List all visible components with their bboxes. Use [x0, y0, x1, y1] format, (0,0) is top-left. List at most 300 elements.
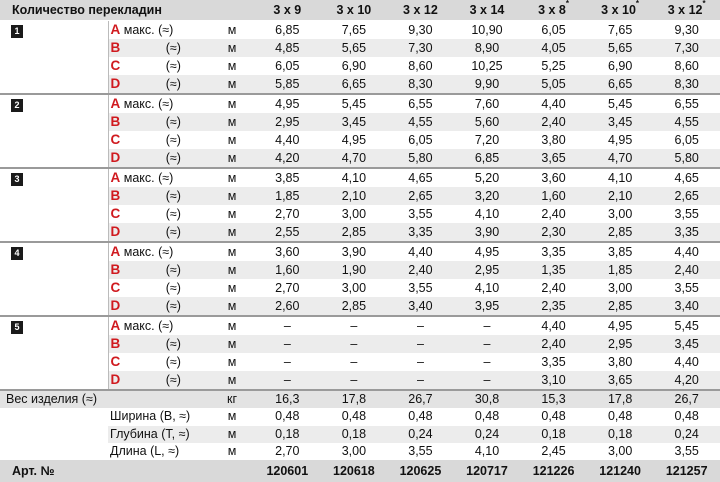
unit: м	[210, 57, 254, 75]
group-badge: 2	[11, 99, 23, 112]
unit: м	[210, 205, 254, 223]
row-label	[108, 57, 210, 75]
unit: м	[210, 242, 254, 261]
value-cell: 3,55	[653, 205, 720, 223]
value-cell: 0,48	[520, 408, 587, 425]
value-cell: 3,60	[254, 242, 321, 261]
value-cell: 3,40	[387, 297, 454, 316]
value-cell: 0,18	[587, 426, 654, 443]
value-cell: 6,05	[387, 131, 454, 149]
value-cell: 8,60	[653, 57, 720, 75]
value-cell: 4,10	[454, 205, 521, 223]
value-cell: 4,70	[321, 149, 388, 168]
value-cell: 1,85	[254, 187, 321, 205]
table-row	[0, 187, 720, 205]
row-label	[108, 131, 210, 149]
row-letter: B	[110, 336, 121, 351]
value-cell: 4,40	[520, 94, 587, 113]
value-cell: 6,90	[587, 57, 654, 75]
row-suffix: (≈)	[165, 189, 181, 203]
article-number: 120625	[387, 460, 454, 482]
value-cell: 3,00	[321, 279, 388, 297]
row-letter: C	[110, 354, 121, 369]
row-suffix: (≈)	[165, 115, 181, 129]
group-number	[6, 316, 28, 390]
value-cell: –	[321, 353, 388, 371]
value-cell: 2,95	[454, 261, 521, 279]
value-cell: 4,40	[520, 316, 587, 335]
value-cell: 7,65	[587, 21, 654, 40]
value-cell: –	[254, 316, 321, 335]
value-cell: 4,95	[254, 94, 321, 113]
unit: м	[210, 371, 254, 390]
row-letter: C	[110, 206, 121, 221]
value-cell: 26,7	[387, 390, 454, 408]
value-cell: 3,45	[587, 113, 654, 131]
value-cell: 6,05	[254, 57, 321, 75]
value-cell: 0,18	[254, 426, 321, 443]
value-cell: –	[387, 335, 454, 353]
row-label	[108, 205, 210, 223]
row-suffix: (≈)	[165, 373, 181, 387]
ladder-diagram	[28, 21, 108, 95]
value-cell: 6,05	[653, 131, 720, 149]
row-label	[108, 297, 210, 316]
value-cell: 5,65	[587, 39, 654, 57]
value-cell: 6,85	[254, 21, 321, 40]
group-number	[6, 21, 28, 95]
table-row	[0, 335, 720, 353]
value-cell: 3,00	[587, 443, 654, 460]
row-suffix: макс. (≈)	[123, 97, 174, 111]
article-number: 121240	[587, 460, 654, 482]
value-cell: 1,90	[321, 261, 388, 279]
row-suffix: (≈)	[165, 59, 181, 73]
value-cell: 0,48	[653, 408, 720, 425]
ladder-diagram	[28, 168, 108, 242]
value-cell: 2,40	[387, 261, 454, 279]
value-cell: –	[321, 316, 388, 335]
row-letter: D	[110, 298, 121, 313]
group-number	[6, 94, 28, 168]
value-cell: 0,48	[387, 408, 454, 425]
value-cell: –	[254, 335, 321, 353]
value-cell: 8,30	[387, 75, 454, 94]
value-cell: 4,40	[254, 131, 321, 149]
row-suffix: (≈)	[165, 337, 181, 351]
value-cell: 0,18	[321, 426, 388, 443]
value-cell: 2,85	[321, 297, 388, 316]
value-cell: 2,35	[520, 297, 587, 316]
group-badge: 4	[11, 247, 23, 260]
table-row	[0, 149, 720, 168]
row-suffix: (≈)	[165, 355, 181, 369]
value-cell: –	[387, 371, 454, 390]
value-cell: 5,20	[454, 168, 521, 187]
value-cell: 2,70	[254, 443, 321, 460]
row-letter: A	[110, 170, 121, 185]
value-cell: –	[387, 353, 454, 371]
value-cell: 4,40	[653, 353, 720, 371]
value-cell: 7,30	[653, 39, 720, 57]
table-row	[0, 353, 720, 371]
value-cell: 5,60	[454, 113, 521, 131]
article-number: 121257	[653, 460, 720, 482]
value-cell: 6,65	[587, 75, 654, 94]
row-label	[108, 242, 210, 261]
unit: м	[210, 297, 254, 316]
value-cell: 3,40	[653, 297, 720, 316]
value-cell: 5,45	[587, 94, 654, 113]
row-letter: C	[110, 280, 121, 295]
row-label	[108, 168, 210, 187]
col-header: 3 x 12	[387, 0, 454, 21]
value-cell: 4,85	[254, 39, 321, 57]
value-cell: 3,45	[321, 113, 388, 131]
row-suffix: (≈)	[165, 225, 181, 239]
row-suffix: (≈)	[165, 133, 181, 147]
value-cell: 4,10	[454, 443, 521, 460]
unit: м	[210, 335, 254, 353]
value-cell: 2,55	[254, 223, 321, 242]
value-cell: 3,35	[387, 223, 454, 242]
value-cell: 3,00	[321, 205, 388, 223]
value-cell: –	[254, 371, 321, 390]
value-cell: 4,40	[653, 242, 720, 261]
value-cell: 8,60	[387, 57, 454, 75]
value-cell: 2,65	[653, 187, 720, 205]
value-cell: 5,80	[653, 149, 720, 168]
value-cell: 2,30	[520, 223, 587, 242]
value-cell: 7,20	[454, 131, 521, 149]
value-cell: 17,8	[587, 390, 654, 408]
value-cell: 3,80	[520, 131, 587, 149]
row-suffix: (≈)	[165, 299, 181, 313]
ladder-diagram	[28, 94, 108, 168]
value-cell: 1,35	[520, 261, 587, 279]
value-cell: 3,00	[321, 443, 388, 460]
col-header: 3 x 10*	[587, 0, 654, 21]
table-row	[0, 75, 720, 94]
value-cell: 3,45	[653, 335, 720, 353]
group-number	[6, 242, 28, 316]
value-cell: 0,24	[454, 426, 521, 443]
value-cell: 10,25	[454, 57, 521, 75]
table-row	[0, 39, 720, 57]
unit: м	[210, 316, 254, 335]
value-cell: 2,85	[321, 223, 388, 242]
value-cell: 16,3	[254, 390, 321, 408]
value-cell: 2,70	[254, 205, 321, 223]
value-cell: 2,40	[520, 335, 587, 353]
row-label	[108, 261, 210, 279]
row-label	[108, 223, 210, 242]
table-row	[0, 113, 720, 131]
row-letter: D	[110, 224, 121, 239]
value-cell: 4,10	[321, 168, 388, 187]
row-letter: D	[110, 150, 121, 165]
row-letter: B	[110, 40, 121, 55]
unit: кг	[210, 390, 254, 408]
row-letter: A	[110, 244, 121, 259]
value-cell: 9,30	[653, 21, 720, 40]
value-cell: 7,65	[321, 21, 388, 40]
value-cell: 15,3	[520, 390, 587, 408]
value-cell: 2,85	[587, 297, 654, 316]
row-label	[108, 75, 210, 94]
value-cell: 0,48	[587, 408, 654, 425]
table-row	[0, 242, 720, 261]
value-cell: 5,80	[387, 149, 454, 168]
value-cell: 26,7	[653, 390, 720, 408]
value-cell: 7,60	[454, 94, 521, 113]
table-row	[0, 371, 720, 390]
unit: м	[210, 261, 254, 279]
header-row	[0, 0, 720, 21]
table-row	[0, 131, 720, 149]
value-cell: 4,10	[587, 168, 654, 187]
col-header: 3 x 8*	[520, 0, 587, 21]
value-cell: 3,55	[653, 443, 720, 460]
row-label	[108, 187, 210, 205]
table-row	[0, 205, 720, 223]
col-header: 3 x 14	[454, 0, 521, 21]
value-cell: 3,55	[387, 443, 454, 460]
value-cell: 5,65	[321, 39, 388, 57]
row-label	[108, 371, 210, 390]
row-suffix: (≈)	[165, 151, 181, 165]
row-label	[108, 316, 210, 335]
value-cell: 0,48	[454, 408, 521, 425]
col-header: 3 x 10	[321, 0, 388, 21]
unit: м	[210, 279, 254, 297]
table-row	[0, 297, 720, 316]
value-cell: –	[454, 353, 521, 371]
value-cell: 5,25	[520, 57, 587, 75]
value-cell: 3,80	[587, 353, 654, 371]
value-cell: 2,85	[587, 223, 654, 242]
row-suffix: (≈)	[165, 263, 181, 277]
row-letter: A	[110, 96, 121, 111]
row-suffix: (≈)	[165, 41, 181, 55]
row-letter: A	[110, 22, 121, 37]
value-cell: 4,20	[653, 371, 720, 390]
dimension-row	[0, 426, 720, 443]
row-letter: C	[110, 58, 121, 73]
table-row	[0, 168, 720, 187]
value-cell: –	[321, 371, 388, 390]
unit: м	[210, 149, 254, 168]
row-label	[108, 353, 210, 371]
value-cell: 4,20	[254, 149, 321, 168]
value-cell: 0,48	[321, 408, 388, 425]
value-cell: 1,60	[520, 187, 587, 205]
unit: м	[210, 75, 254, 94]
value-cell: 1,85	[587, 261, 654, 279]
row-suffix: (≈)	[165, 77, 181, 91]
row-suffix: (≈)	[165, 207, 181, 221]
article-number: 121226	[520, 460, 587, 482]
unit: м	[210, 39, 254, 57]
unit: м	[210, 353, 254, 371]
unit: м	[210, 223, 254, 242]
row-label	[108, 149, 210, 168]
value-cell: 6,05	[520, 21, 587, 40]
value-cell: 3,35	[520, 353, 587, 371]
table-row	[0, 57, 720, 75]
weight-row	[0, 390, 720, 408]
row-suffix: макс. (≈)	[123, 319, 174, 333]
row-label	[108, 94, 210, 113]
dimension-label: Глубина (T, ≈)	[108, 426, 210, 443]
group-badge: 1	[11, 25, 23, 38]
dimension-row	[0, 408, 720, 425]
article-number: 120717	[454, 460, 521, 482]
value-cell: 3,55	[387, 279, 454, 297]
value-cell: 4,70	[587, 149, 654, 168]
value-cell: 2,40	[653, 261, 720, 279]
value-cell: 6,90	[321, 57, 388, 75]
value-cell: 6,55	[653, 94, 720, 113]
row-label	[108, 113, 210, 131]
article-label: Арт. №	[0, 460, 254, 482]
value-cell: 3,85	[587, 242, 654, 261]
value-cell: 4,65	[387, 168, 454, 187]
header-title: Количество перекладин	[0, 0, 254, 21]
unit: м	[210, 21, 254, 40]
value-cell: 3,35	[653, 223, 720, 242]
unit: м	[210, 426, 254, 443]
weight-label: Вес изделия (≈)	[0, 390, 210, 408]
value-cell: 9,90	[454, 75, 521, 94]
unit: м	[210, 168, 254, 187]
unit: м	[210, 443, 254, 460]
value-cell: 5,45	[653, 316, 720, 335]
group-badge: 5	[11, 321, 23, 334]
value-cell: 4,95	[587, 316, 654, 335]
dimension-label: Ширина (B, ≈)	[108, 408, 210, 425]
value-cell: 8,90	[454, 39, 521, 57]
value-cell: 4,55	[387, 113, 454, 131]
value-cell: 2,95	[254, 113, 321, 131]
value-cell: 2,70	[254, 279, 321, 297]
value-cell: –	[454, 371, 521, 390]
value-cell: 0,48	[254, 408, 321, 425]
row-letter: A	[110, 318, 121, 333]
table-row	[0, 279, 720, 297]
value-cell: 2,40	[520, 279, 587, 297]
value-cell: 5,85	[254, 75, 321, 94]
ladder-diagram	[28, 316, 108, 390]
row-letter: B	[110, 188, 121, 203]
value-cell: 4,95	[321, 131, 388, 149]
value-cell: –	[454, 335, 521, 353]
value-cell: 0,24	[653, 426, 720, 443]
row-label	[108, 21, 210, 40]
value-cell: 2,10	[321, 187, 388, 205]
value-cell: 2,65	[387, 187, 454, 205]
col-header: 3 x 12*	[653, 0, 720, 21]
value-cell: 3,00	[587, 205, 654, 223]
value-cell: 3,95	[454, 297, 521, 316]
value-cell: 10,90	[454, 21, 521, 40]
value-cell: 3,90	[454, 223, 521, 242]
row-suffix: макс. (≈)	[123, 245, 174, 259]
table-row	[0, 21, 720, 40]
row-letter: C	[110, 132, 121, 147]
table-row	[0, 94, 720, 113]
dimension-row	[0, 443, 720, 460]
value-cell: 6,55	[387, 94, 454, 113]
box-diagram	[0, 408, 108, 460]
row-letter: B	[110, 114, 121, 129]
value-cell: 4,65	[653, 168, 720, 187]
unit: м	[210, 408, 254, 425]
unit: м	[210, 113, 254, 131]
row-suffix: (≈)	[165, 281, 181, 295]
value-cell: 3,85	[254, 168, 321, 187]
article-number: 120618	[321, 460, 388, 482]
value-cell: 8,30	[653, 75, 720, 94]
value-cell: 3,55	[653, 279, 720, 297]
value-cell: 2,40	[520, 205, 587, 223]
row-letter: D	[110, 76, 121, 91]
value-cell: 0,24	[387, 426, 454, 443]
table-row	[0, 316, 720, 335]
unit: м	[210, 131, 254, 149]
article-row	[0, 460, 720, 482]
value-cell: 4,95	[587, 131, 654, 149]
row-label	[108, 335, 210, 353]
value-cell: 3,55	[387, 205, 454, 223]
value-cell: 3,20	[454, 187, 521, 205]
value-cell: –	[321, 335, 388, 353]
value-cell: 4,40	[387, 242, 454, 261]
article-number: 120601	[254, 460, 321, 482]
value-cell: 2,45	[520, 443, 587, 460]
value-cell: 3,65	[520, 149, 587, 168]
row-suffix: макс. (≈)	[123, 23, 174, 37]
row-letter: B	[110, 262, 121, 277]
value-cell: 5,45	[321, 94, 388, 113]
value-cell: –	[454, 316, 521, 335]
value-cell: –	[387, 316, 454, 335]
value-cell: 3,60	[520, 168, 587, 187]
group-badge: 3	[11, 173, 23, 186]
value-cell: 4,95	[454, 242, 521, 261]
value-cell: 2,10	[587, 187, 654, 205]
value-cell: 3,10	[520, 371, 587, 390]
value-cell: 17,8	[321, 390, 388, 408]
value-cell: 2,40	[520, 113, 587, 131]
value-cell: 9,30	[387, 21, 454, 40]
col-header: 3 x 9	[254, 0, 321, 21]
value-cell: 5,05	[520, 75, 587, 94]
row-label	[108, 39, 210, 57]
dimension-label: Длина (L, ≈)	[108, 443, 210, 460]
value-cell: 2,95	[587, 335, 654, 353]
value-cell: 7,30	[387, 39, 454, 57]
value-cell: 6,85	[454, 149, 521, 168]
value-cell: 4,10	[454, 279, 521, 297]
value-cell: 3,35	[520, 242, 587, 261]
group-number	[6, 168, 28, 242]
value-cell: 3,65	[587, 371, 654, 390]
row-letter: D	[110, 372, 121, 387]
value-cell: 4,55	[653, 113, 720, 131]
value-cell: 6,65	[321, 75, 388, 94]
value-cell: 3,00	[587, 279, 654, 297]
